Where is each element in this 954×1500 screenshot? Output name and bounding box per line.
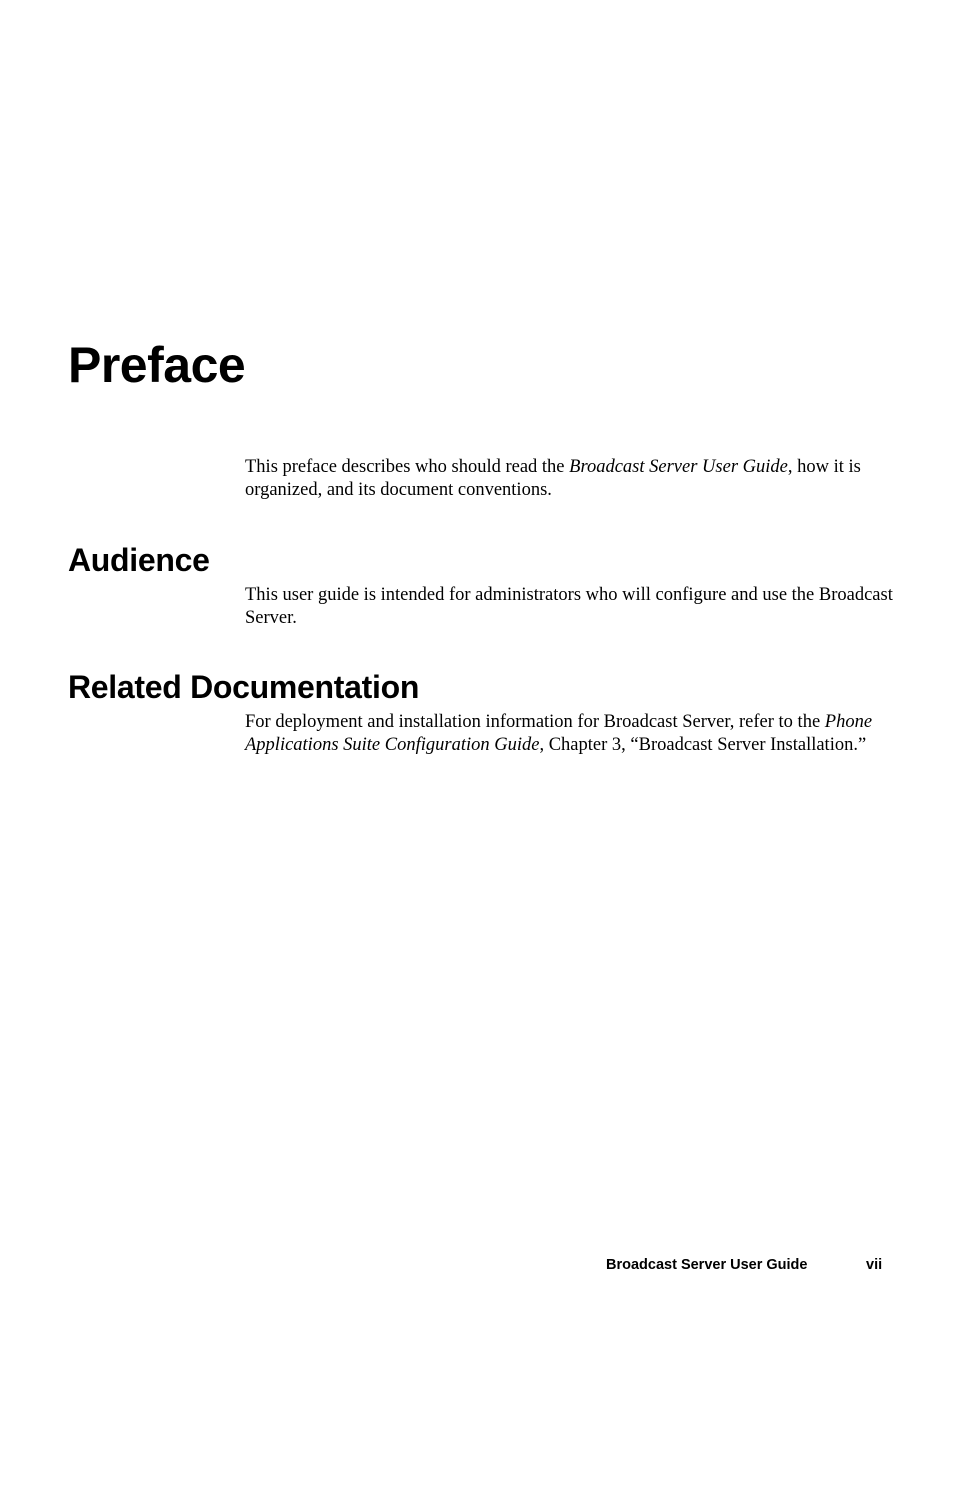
- footer-page-number: vii: [866, 1257, 883, 1273]
- intro-text-start: This preface describes who should read the: [245, 457, 570, 477]
- chapter-title: Preface: [68, 337, 246, 393]
- intro-paragraph: [245, 456, 895, 502]
- audience-paragraph: This user guide is intended for administrators who will configure and use the Broadcast Server.: [245, 585, 893, 628]
- related-documentation-heading: Related Documentation: [68, 669, 420, 705]
- related-text-start: For deployment and installation information for Broadcast Server, refer to the: [245, 712, 825, 732]
- related-guide-title: Phone Applications Suite Configuration Guide: [245, 712, 873, 755]
- related-text-end: , Chapter 3, “Broadcast Server Installation.”: [539, 735, 867, 755]
- intro-guide-title: Broadcast Server User Guide: [569, 457, 788, 477]
- footer-guide-title: Broadcast Server User Guide: [606, 1257, 808, 1273]
- audience-heading: Audience: [68, 542, 210, 578]
- intro-text-end: , how it is organized, and its document conventions.: [245, 457, 861, 500]
- related-documentation-paragraph: [245, 711, 895, 757]
